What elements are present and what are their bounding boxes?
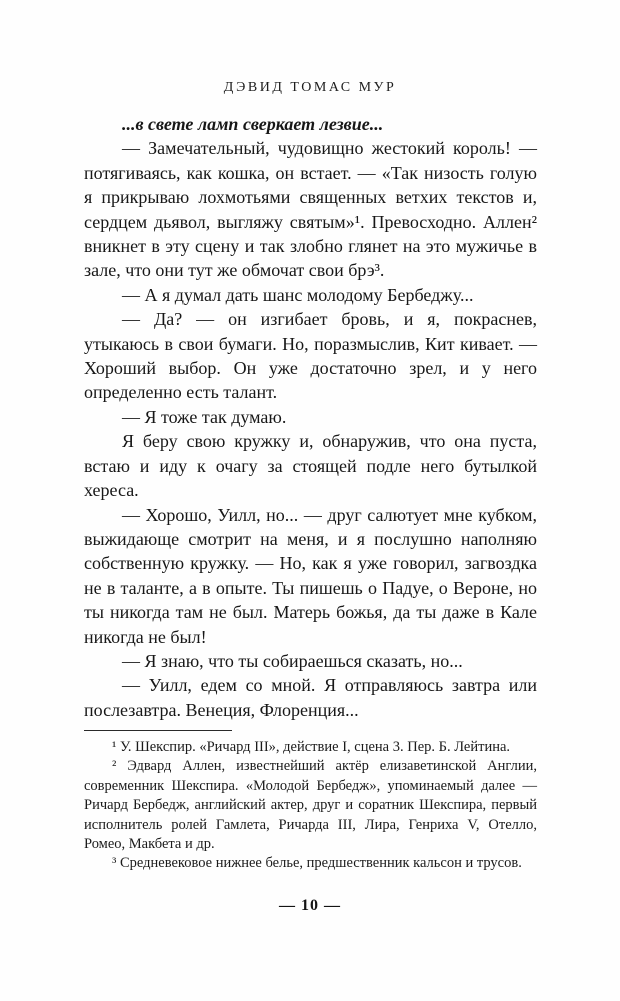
footnotes-section — [84, 730, 537, 874]
paragraph: — Я тоже так думаю. — [122, 406, 287, 427]
paragraph: Я беру свою кружку и, обнаружив, что она пуста, встаю и иду к очагу за стоящей подле него бутылкой хереса. — [84, 431, 537, 501]
running-head-author: ДЭВИД ТОМАС МУР — [223, 80, 397, 95]
paragraph: — Я знаю, что ты собираешься сказать, но... — [122, 650, 463, 671]
footnote: ³ Средневековое нижнее белье, предшественник кальсон и трусов. — [112, 855, 522, 872]
footnote: ² Эдвард Аллен, известнейший актёр елизаветинской Англии, современник Шекспира. «Молодой Бербедж», упоминаемый далее — Ричард Бербедж, английский актер, друг и соратник Шекспира, первый исполнитель ролей Гамлета, Ричарда III, Лира, Генриха V, Отелло, Ромео, Макбета и др. — [84, 758, 537, 853]
paragraph: — Да? — он изгибает бровь, и я, покраснев, утыкаюсь в свои бумаги. Но, поразмыслив, Кит кивает. — Хороший выбор. Он уже достаточно зрел, и у него определенно есть талант. — [84, 309, 537, 403]
paragraph: — А я думал дать шанс молодому Бербеджу... — [122, 284, 474, 305]
page-body — [84, 112, 537, 730]
paragraph: — Замечательный, чудовищно жестокий король! — потягиваясь, как кошка, он встает. — «Так низость голую я прикрываю лохмотьями священных ветхих текстов и, сердцем дьявол, выгляжу святым»¹. Превосходно. Аллен² вникнет в эту сцену и так злобно глянет на это мужичье в зале, что они тут же обмочат свои брэ³. — [84, 138, 537, 281]
footnote: ¹ У. Шекспир. «Ричард III», действие I, сцена 3. Пер. Б. Лейтина. — [112, 739, 511, 755]
paragraph: — Хорошо, Уилл, но... — друг салютует мне кубком, выжидающе смотрит на меня, и я послушно наполняю собственную кружку. — Но, как я уже говорил, загвоздка не в таланте, а в опыте. Ты пишешь о Падуе, о Вероне, но ты никогда там не был. Матерь божья, да ты даже в Кале никогда не был! — [84, 504, 537, 647]
page-number: — 10 — — [279, 897, 341, 914]
paragraph: — Уилл, едем со мной. Я отправляюсь завтра или послезавтра. Венеция, Флоренция... — [84, 675, 537, 720]
footnote-separator-rule — [84, 730, 232, 731]
epigraph: ...в свете ламп сверкает лезвие... — [122, 114, 384, 134]
